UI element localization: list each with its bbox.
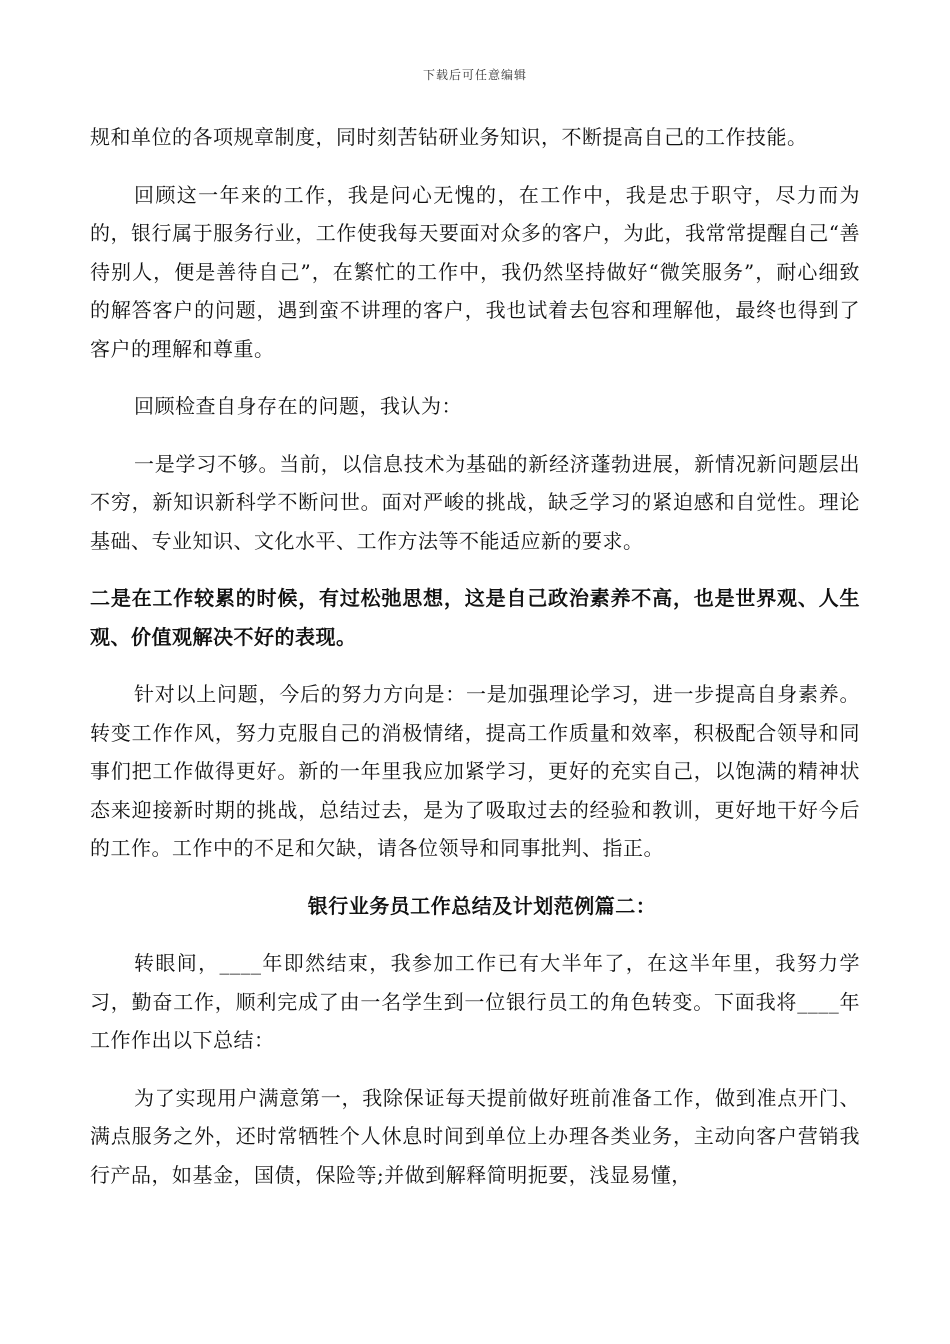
paragraph-review-problems: 回顾检查自身存在的问题，我认为： bbox=[134, 394, 462, 418]
paragraph-problem-one: 一是学习不够。当前，以信息技术为基础的新经济蓬勃进展，新情况新问题层出不穷，新知识新科学不断问世。面对严峻的挑战，缺乏学习的紧迫感和自觉性。理论基础、专业知识、文化水平、工作方法等不能适应新的要求。 bbox=[90, 451, 860, 553]
paragraph-year-summary: 转眼间，____年即然结束，我参加工作已有大半年了，在这半年里，我努力学习，勤奋工作，顺利完成了由一名学生到一位银行员工的角色转变。下面我将____年工作作出以下总结： bbox=[90, 951, 860, 1052]
paragraph-future-direction: 针对以上问题，今后的努力方向是：一是加强理论学习，进一步提高自身素养。转变工作作风，努力克服自己的消极情绪，提高工作质量和效率，积极配合领导和同事们把工作做得更好。新的一年里我应加紧学习，更好的充实自己，以饱满的精神状态来迎接新时期的挑战，总结过去，是为了吸取过去的经验和教训，更好地干好今后的工作。工作中的不足和欠缺，请各位领导和同事批判、指正。 bbox=[90, 682, 860, 860]
paragraph-review-work: 回顾这一年来的工作，我是问心无愧的，在工作中，我是忠于职守，尽力而为的，银行属于服务行业，工作使我每天要面对众多的客户，为此，我常常提醒自己“善待别人，便是善待自己”，在繁忙的工作中，我仍然坚持做好“微笑服务”，耐心细致的解答客户的问题，遇到蛮不讲理的客户，我也试着去包容和理解他，最终也得到了客户的理解和尊重。 bbox=[90, 182, 860, 361]
section-title-part-two: 银行业务员工作总结及计划范例篇二： bbox=[307, 893, 657, 918]
paragraph-continuation: 规和单位的各项规章制度，同时刻苦钻研业务知识，不断提高自己的工作技能。 bbox=[90, 125, 808, 149]
page-header-note: 下载后可任意编辑 bbox=[422, 68, 527, 82]
paragraph-customer-service: 为了实现用户满意第一，我除保证每天提前做好班前准备工作，做到准点开门、满点服务之外，还时常牺牲个人休息时间到单位上办理各类业务，主动向客户营销我行产品，如基金，国债，保险等;并做到解释简明扼要，浅显易懂， bbox=[90, 1085, 860, 1187]
paragraph-problem-two: 二是在工作较累的时候，有过松弛思想，这是自己政治素养不高，也是世界观、人生观、价值观解决不好的表现。 bbox=[90, 586, 860, 649]
document-body bbox=[90, 118, 860, 1213]
